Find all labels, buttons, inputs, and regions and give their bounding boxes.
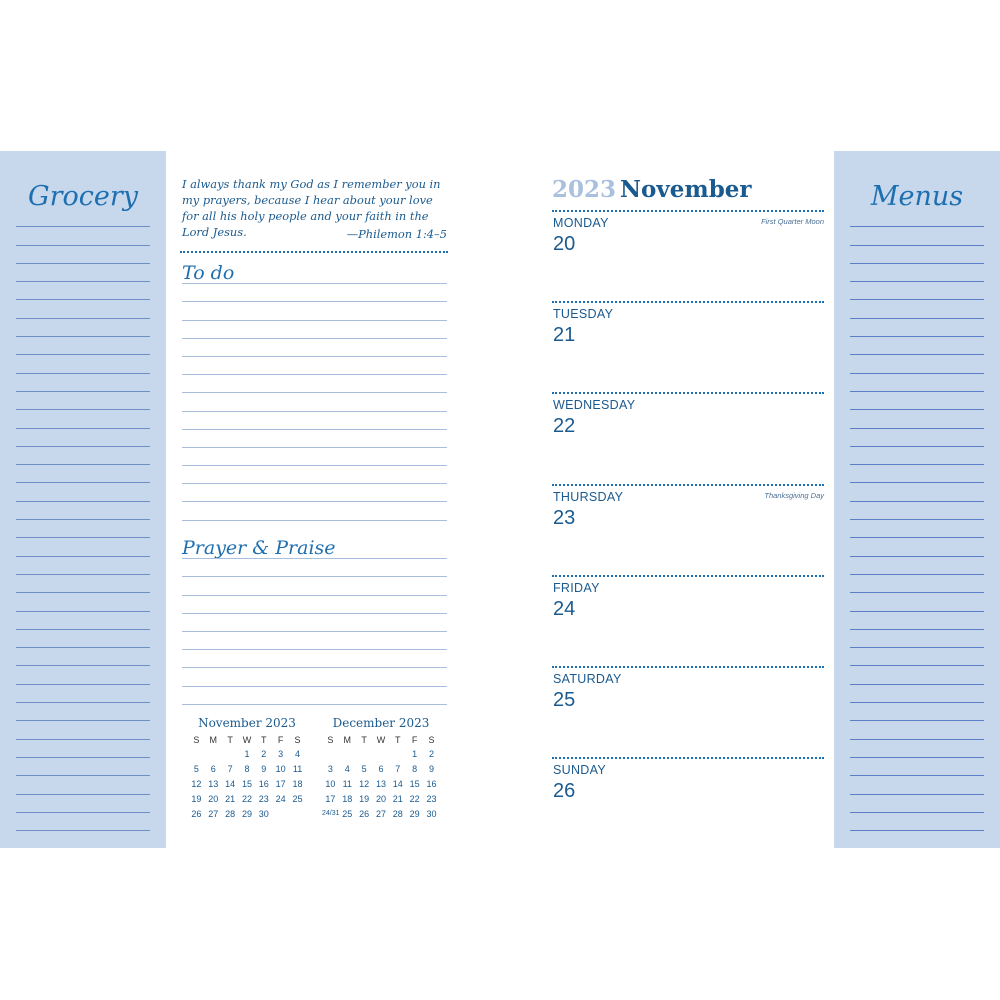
menus-line[interactable] [850,447,984,465]
menus-lines [850,209,984,831]
prayer-line[interactable] [182,541,447,559]
mini-calendar-title: November 2023 [198,716,296,730]
calendar-date: 19 [359,793,370,804]
calendar-date [356,746,373,761]
calendar-date: 18 [292,778,303,789]
grocery-line[interactable] [16,685,150,703]
grocery-line[interactable] [16,319,150,337]
weekday-label: T [361,734,367,745]
prayer-line[interactable] [182,577,447,595]
calendar-date: 17 [275,778,286,789]
year-label: 2023 [552,176,617,203]
menus-line[interactable] [850,721,984,739]
day-block-saturday[interactable] [552,666,824,757]
calendar-date: 21 [225,793,236,804]
grocery-line[interactable] [16,538,150,556]
grocery-line[interactable] [16,502,150,520]
calendar-date: 24 [275,793,286,804]
calendar-date: 10 [275,763,286,774]
day-note: Thanksgiving Day [764,490,824,500]
todo-line[interactable] [182,448,447,466]
calendar-date: 11 [292,763,303,774]
calendar-date: 7 [227,763,233,774]
day-block-sunday[interactable] [552,757,824,848]
mini-calendar-title: December 2023 [332,716,430,730]
calendar-date [339,746,356,761]
calendar-date: 6 [210,763,216,774]
grocery-line[interactable] [16,575,150,593]
grocery-lines [16,209,150,831]
grocery-line[interactable] [16,264,150,282]
day-divider [552,392,824,394]
menus-line[interactable] [850,648,984,666]
day-number: 24 [553,597,576,620]
calendar-date: 8 [412,763,418,774]
calendar-date: 5 [361,763,367,774]
calendar-date: 9 [429,763,435,774]
grocery-line[interactable] [16,703,150,721]
calendar-date [205,746,222,761]
calendar-date: 1 [244,748,250,759]
menus-line[interactable] [850,795,984,813]
calendar-date [289,806,306,821]
grocery-line[interactable] [16,612,150,630]
menus-line[interactable] [850,612,984,630]
menus-line[interactable] [850,685,984,703]
grocery-line[interactable] [16,776,150,794]
calendar-date: 20 [208,793,219,804]
todo-line[interactable] [182,430,447,448]
menus-line[interactable] [850,227,984,245]
menus-line[interactable] [850,520,984,538]
calendar-date: 3 [278,748,284,759]
prayer-lines [182,541,447,705]
menus-panel [834,151,1000,848]
grocery-line[interactable] [16,355,150,373]
grocery-line[interactable] [16,246,150,264]
todo-lines [182,266,447,521]
prayer-line[interactable] [182,614,447,632]
menus-line[interactable] [850,538,984,556]
day-block-friday[interactable] [552,575,824,666]
day-number: 21 [553,324,576,347]
calendar-date: 23 [258,793,269,804]
prayer-line[interactable] [182,632,447,650]
calendar-date: 27 [375,808,386,819]
weekday-label: W [242,734,252,745]
grocery-line[interactable] [16,429,150,447]
grocery-line[interactable] [16,795,150,813]
calendar-date: 12 [359,778,370,789]
calendar-date: 16 [258,778,269,789]
todo-line[interactable] [182,266,447,284]
menus-line[interactable] [850,502,984,520]
menus-line[interactable] [850,264,984,282]
menus-line[interactable] [850,246,984,264]
grocery-line[interactable] [16,392,150,410]
calendar-date [222,746,239,761]
grocery-line[interactable] [16,227,150,245]
calendar-date: 2 [261,748,267,759]
todo-line[interactable] [182,502,447,520]
grocery-line[interactable] [16,300,150,318]
calendar-date: 9 [261,763,267,774]
calendar-date: 26 [191,808,202,819]
weekday-label: T [395,734,401,745]
day-divider [552,210,824,212]
calendar-date: 14 [392,778,403,789]
grocery-line[interactable] [16,483,150,501]
day-divider [552,484,824,486]
prayer-line[interactable] [182,596,447,614]
weekday-label: M [209,734,218,745]
calendar-date: 1 [412,748,418,759]
day-divider [552,757,824,759]
prayer-line[interactable] [182,668,447,686]
grocery-line[interactable] [16,337,150,355]
calendar-date: 4 [344,763,350,774]
calendar-date: 11 [342,778,352,789]
calendar-date: 18 [342,793,353,804]
calendar-date: 30 [258,808,269,819]
calendar-date: 26 [359,808,370,819]
menus-title: Menus [870,181,964,212]
grocery-title: Grocery [28,181,138,212]
grocery-line[interactable] [16,721,150,739]
menus-line[interactable] [850,300,984,318]
calendar-date: 12 [191,778,202,789]
grocery-line[interactable] [16,209,150,227]
menus-line[interactable] [850,374,984,392]
verse-divider [180,251,448,253]
weekday-label: S [294,734,301,745]
weekday-label: F [277,734,284,745]
todo-title: To do [182,262,235,284]
calendar-date: 8 [244,763,250,774]
day-name: TUESDAY [553,307,614,322]
weekday-label: M [343,734,352,745]
grocery-line[interactable] [16,758,150,776]
todo-line[interactable] [182,375,447,393]
day-number: 20 [553,233,576,255]
calendar-date: 25 [292,793,303,804]
todo-line[interactable] [182,284,447,302]
calendar-date: 22 [409,793,420,804]
day-name: SATURDAY [553,672,622,686]
grocery-line[interactable] [16,648,150,666]
calendar-date: 16 [426,778,437,789]
calendar-date: 19 [191,793,202,804]
menus-line[interactable] [850,337,984,355]
calendar-date: 17 [325,793,336,804]
menus-line[interactable] [850,593,984,611]
day-block-thursday[interactable] [552,484,824,575]
day-number: 23 [553,506,576,529]
day-name: THURSDAY [553,489,624,504]
menus-line[interactable] [850,575,984,593]
calendar-date: 21 [392,793,403,804]
calendar-date: 20 [375,793,386,804]
calendar-date: 28 [225,808,236,819]
weekday-label: T [261,734,267,745]
calendar-date: 23 [426,793,437,804]
calendar-date [373,746,390,761]
day-name: MONDAY [553,216,609,230]
menus-line[interactable] [850,429,984,447]
grocery-line[interactable] [16,813,150,831]
day-divider [552,575,824,577]
mini-calendar-december [322,716,440,821]
grocery-line[interactable] [16,557,150,575]
calendar-date [322,746,339,761]
day-name: SUNDAY [553,763,606,778]
verse-reference: —Philemon 1:4–5 [346,227,447,241]
todo-line[interactable] [182,412,447,430]
day-block-wednesday[interactable] [552,392,824,483]
todo-line[interactable] [182,466,447,484]
calendar-date: 25 [342,808,353,819]
calendar-date: 30 [426,808,437,819]
weekday-label: W [376,734,386,745]
day-divider [552,666,824,668]
weekday-label: F [411,734,418,745]
calendar-date: 7 [395,763,401,774]
grocery-line[interactable] [16,666,150,684]
day-name: FRIDAY [553,580,600,595]
menus-line[interactable] [850,392,984,410]
grocery-line[interactable] [16,282,150,300]
menus-line[interactable] [850,703,984,721]
weekday-label: S [327,734,334,745]
mini-calendar-november [188,716,306,821]
calendar-date [272,806,289,821]
todo-line[interactable] [182,302,447,320]
calendar-date: 27 [208,808,219,819]
grocery-line[interactable] [16,740,150,758]
calendar-date: 13 [375,778,386,789]
prayer-line[interactable] [182,650,447,668]
menus-line[interactable] [850,483,984,501]
grocery-line[interactable] [16,410,150,428]
grocery-line[interactable] [16,593,150,611]
menus-line[interactable] [850,740,984,758]
calendar-date: 15 [409,778,420,789]
menus-line[interactable] [850,355,984,373]
menus-line[interactable] [850,557,984,575]
day-divider [552,301,824,303]
todo-line[interactable] [182,321,447,339]
todo-line[interactable] [182,484,447,502]
grocery-line[interactable] [16,465,150,483]
prayer-title: Prayer & Praise [182,537,336,559]
calendar-date [389,746,406,761]
menus-line[interactable] [850,282,984,300]
todo-line[interactable] [182,357,447,375]
calendar-date: 28 [392,808,403,819]
bible-verse: I always thank my God as I remember you in my prayers, because I hear about your love for all his holy people and your faith in the Lord Jesus. [182,177,441,239]
menus-line[interactable] [850,465,984,483]
day-number: 25 [553,689,576,711]
prayer-line[interactable] [182,559,447,577]
menus-line[interactable] [850,410,984,428]
menus-line[interactable] [850,209,984,227]
calendar-date: 15 [241,778,252,789]
calendar-date: 29 [241,808,252,819]
menus-line[interactable] [850,813,984,831]
calendar-date: 10 [325,778,336,789]
day-block-tuesday[interactable] [552,301,824,392]
grocery-line[interactable] [16,520,150,538]
day-number: 22 [553,415,576,438]
month-label: November [620,176,752,203]
calendar-date: 29 [409,808,420,819]
day-name: WEDNESDAY [553,398,636,413]
calendar-date: 3 [327,763,333,774]
calendar-date: 14 [225,778,236,789]
day-block-monday[interactable] [552,210,824,301]
calendar-date: 5 [193,763,199,774]
grocery-panel [0,151,166,848]
calendar-date: 13 [208,778,219,789]
todo-line[interactable] [182,393,447,411]
calendar-date: 24/31 [322,810,340,817]
weekday-label: T [227,734,233,745]
grocery-line[interactable] [16,374,150,392]
calendar-date: 2 [429,748,435,759]
calendar-date [188,746,205,761]
weekday-label: S [193,734,200,745]
grocery-line[interactable] [16,447,150,465]
calendar-date: 6 [378,763,384,774]
menus-line[interactable] [850,758,984,776]
menus-line[interactable] [850,776,984,794]
menus-line[interactable] [850,630,984,648]
todo-line[interactable] [182,339,447,357]
grocery-line[interactable] [16,630,150,648]
prayer-line[interactable] [182,687,447,705]
day-note: First Quarter Moon [761,217,824,226]
calendar-date: 22 [241,793,252,804]
calendar-date: 4 [295,748,301,759]
menus-line[interactable] [850,319,984,337]
day-number: 26 [553,780,576,803]
menus-line[interactable] [850,666,984,684]
weekday-label: S [428,734,435,745]
